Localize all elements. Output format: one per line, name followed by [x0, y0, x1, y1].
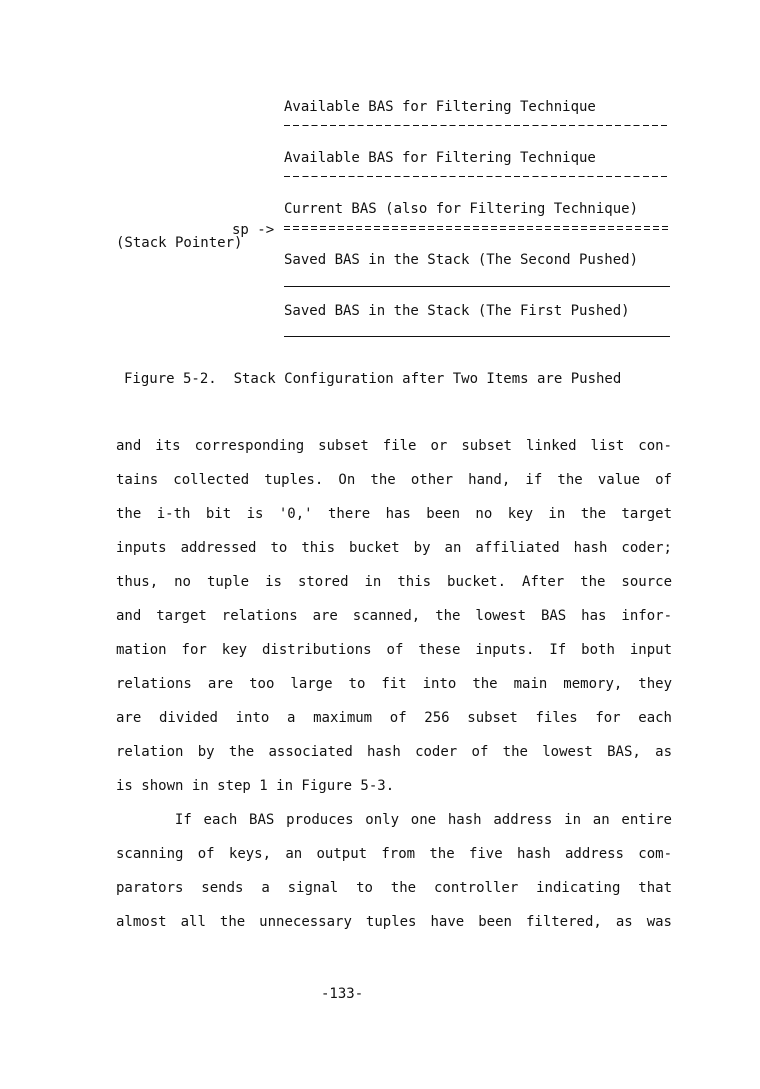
- text-line: scanning of keys, an output from the five hash address com-: [116, 846, 672, 862]
- text-line: thus, no tuple is stored in this bucket. After the source: [116, 574, 672, 590]
- dashed-separator: [284, 176, 670, 177]
- text-line: is shown in step 1 in Figure 5-3.: [116, 778, 395, 794]
- text-line: parators sends a signal to the controller indicating that: [116, 880, 672, 896]
- figure-caption: Figure 5-2. Stack Configuration after Two Items are Pushed: [124, 371, 622, 387]
- stack-row-current: Current BAS (also for Filtering Technique): [284, 201, 639, 217]
- dashed-separator: [284, 125, 670, 126]
- text-line: inputs addressed to this bucket by an affiliated hash coder;: [116, 540, 672, 556]
- text-line: If each BAS produces only one hash address in an entire: [116, 812, 672, 828]
- stack-row-saved-first: Saved BAS in the Stack (The First Pushed): [284, 303, 630, 319]
- text-line: tains collected tuples. On the other hand, if the value of: [116, 472, 672, 488]
- stack-row-available-1: Available BAS for Filtering Technique: [284, 99, 596, 115]
- text-line: relation by the associated hash coder of the lowest BAS, as: [116, 744, 672, 760]
- text-line: mation for key distributions of these inputs. If both input: [116, 642, 672, 658]
- page-number: -133-: [321, 986, 364, 1002]
- solid-separator: [284, 286, 670, 287]
- stack-row-available-2: Available BAS for Filtering Technique: [284, 150, 596, 166]
- sp-arrow-label: sp ->: [232, 222, 275, 238]
- stack-pointer-label: (Stack Pointer): [116, 235, 243, 251]
- text-line: almost all the unnecessary tuples have been filtered, as was: [116, 914, 672, 930]
- solid-separator: [284, 336, 670, 337]
- stack-row-saved-second: Saved BAS in the Stack (The Second Pushed): [284, 252, 639, 268]
- text-line: relations are too large to fit into the main memory, they: [116, 676, 672, 692]
- stack-pointer-line: [284, 226, 670, 231]
- text-line: and target relations are scanned, the lowest BAS has infor-: [116, 608, 672, 624]
- text-line: and its corresponding subset file or subset linked list con-: [116, 438, 672, 454]
- text-line: are divided into a maximum of 256 subset files for each: [116, 710, 672, 726]
- text-line: the i-th bit is '0,' there has been no key in the target: [116, 506, 672, 522]
